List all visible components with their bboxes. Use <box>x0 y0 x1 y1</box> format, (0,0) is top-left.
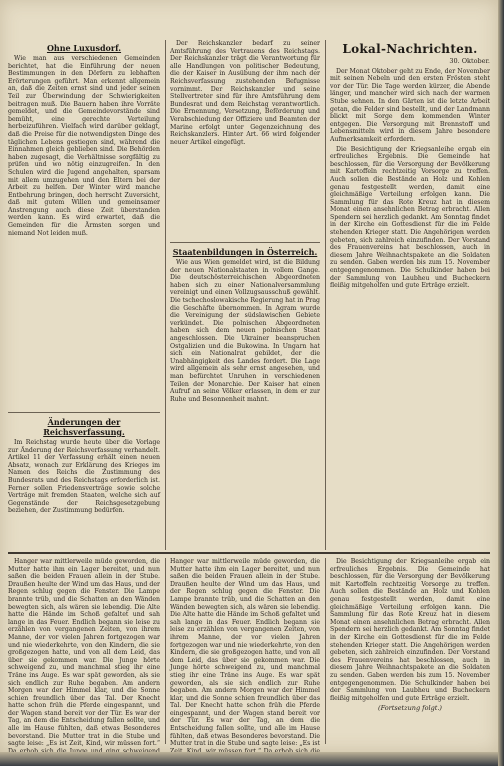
column-divider <box>165 558 166 744</box>
column-2-lower <box>170 244 320 548</box>
continuation-note: (Fortsetzung folgt.) <box>378 704 442 713</box>
feuilleton-divider <box>8 552 490 554</box>
column-divider <box>165 40 166 550</box>
article-body: Die Besichtigung der Kriegsanleihe ergab ein erfreuliches Ergebnis. Die Gemeinde hat beschlossen, für die Versorgung der Bevölkerung mit Kartoffeln rechtzeitig Vorsorge zu treffen. Auch sollen die Bestände an Holz und Kohlen genau festgestellt werden, damit eine gleichmäßige Verteilung erfolgen kann. Die Sammlung für das Rote Kreuz hat in diesem Monat einen ansehnlichen Betrag erbracht. Allen Spendern sei herzlich gedankt. Am Sonntag findet in der Kirche ein Gottesdienst für die im Felde stehenden Krieger statt. Die Angehörigen werden gebeten, sich zahlreich einzufinden. Der Vorstand des Frauenvereins hat beschlossen, auch in diesem Jahre Weihnachtspakete an die Soldaten zu senden. Gaben werden bis zum 15. November entgegengenommen. Die Schulkinder haben bei der Sammlung von Laubheu und Bucheckern fleißig mitgeholfen und gute Erträge erzielt. <box>330 145 490 290</box>
article-body: Wie aus Wien gemeldet wird, ist die Bildung der neuen Nationalstaaten in vollem Gange. Die deutschösterreichischen Abgeordneten haben sich zu einer Nationalversammlung vereinigt und einen Vollzugsausschuß gewählt. Die tschechoslowakische Regierung hat in Prag die Geschäfte übernommen. In Agram wurde die Vereinigung der südslawischen Gebiete verkündet. Die polnischen Abgeordneten haben sich dem neuen polnischen Staat angeschlossen. Die Ukrainer beanspruchen Ostgalizien und die Bukowina. In Ungarn hat sich ein Nationalrat gebildet, der die Unabhängigkeit des Landes fordert. Die Lage wird allgemein als sehr ernst angesehen, und man befürchtet Unruhen in verschiedenen Teilen der Monarchie. Der Kaiser hat einen Aufruf an seine Völker erlassen, in dem er zur Ruhe und Besonnenheit mahnt. <box>170 259 320 403</box>
divider <box>8 412 160 413</box>
article-headline: Ohne Luxusdorf. <box>46 43 122 53</box>
story-text: Die Besichtigung der Kriegsanleihe ergab ein erfreuliches Ergebnis. Die Gemeinde hat beschlossen, für die Versorgung der Bevölkerung mit Kartoffeln rechtzeitig Vorsorge zu treffen. Auch sollen die Bestände an Holz und Kohlen genau festgestellt werden, damit eine gleichmäßige Verteilung erfolgen kann. Die Sammlung für das Rote Kreuz hat in diesem Monat einen ansehnlichen Betrag erbracht. Allen Spendern sei herzlich gedankt. Am Sonntag findet in der Kirche ein Gottesdienst für die im Felde stehenden Krieger statt. Die Angehörigen werden gebeten, sich zahlreich einzufinden. Der Vorstand des Frauenvereins hat beschlossen, auch in diesem Jahre Weihnachtspakete an die Soldaten zu senden. Gaben werden bis zum 15. November entgegengenommen. Die Schulkinder haben bei der Sammlung von Laubheu und Bucheckern fleißig mitgeholfen und gute Erträge erzielt. <box>330 558 490 702</box>
section-title: Lokal-Nachrichten. <box>342 42 478 56</box>
article-body: Im Reichstag wurde heute über die Vorlage zur Änderung der Reichsverfassung verhandelt. Artikel 11 der Verfassung erhält einen neuen Absatz, wonach zur Erklärung des Krieges im Namen des Reichs die Zustimmung des Bundesrats und des Reichstags erforderlich ist. Ferner sollen Friedensverträge sowie solche Verträge mit fremden Staaten, welche sich auf Gegenstände der Reichsgesetzgebung beziehen, der Zustimmung bedürfen. <box>8 439 160 515</box>
column-1-lower <box>8 414 160 548</box>
article-headline: Staatenbildungen in Österreich. <box>172 247 318 257</box>
feuilleton-column-2 <box>170 558 320 748</box>
column-2 <box>170 40 320 240</box>
column-divider <box>325 40 326 550</box>
column-3 <box>330 40 490 548</box>
article-body: Der Monat Oktober geht zu Ende, der November mit seinen Nebeln und den ersten Frösten steht vor der Tür. Die Tage werden kürzer, die Abende länger, und mancher wird sich nach der warmen Stube sehnen. In den Gärten ist die letzte Arbeit getan, die Felder sind bestellt, und der Landmann blickt mit Sorge dem kommenden Winter entgegen. Die Versorgung mit Brennstoff und Lebensmitteln wird in diesem Jahre besondere Aufmerksamkeit erfordern. <box>330 67 490 143</box>
page-edge <box>0 752 498 766</box>
column-1 <box>8 40 160 410</box>
feuilleton-column-3 <box>330 558 490 744</box>
article-body: Wie man aus verschiedenen Gemeinden berichtet, hat die Einführung der neuen Bestimmungen in den Dörfern zu lebhaften Erörterungen geführt. Man erkennt allgemein an, daß die Zeiten ernst sind und jeder seinen Teil zur Überwindung der Schwierigkeiten beitragen muß. Die Bauern haben ihre Vorräte gemeldet, und die Gemeindevorstände sind bemüht, eine gerechte Verteilung herbeizuführen. Vielfach wird darüber geklagt, daß die Preise für die notwendigsten Dinge des täglichen Lebens gestiegen sind, während die Einnahmen gleich geblieben sind. Die Behörden haben zugesagt, die Verhältnisse sorgfältig zu prüfen und wo nötig einzugreifen. In den Schulen wird die Jugend angehalten, sparsam mit allem umzugehen und den Eltern bei der Arbeit zu helfen. Der Winter wird manche Entbehrung bringen, doch herrscht Zuversicht, daß mit gutem Willen und gemeinsamer Anstrengung auch diese Zeit überstanden werden kann. Es wird erwartet, daß die Gemeinden für die Ärmsten sorgen und niemand Not leiden muß. <box>8 55 160 237</box>
article-body: Der Reichskanzler bedarf zu seiner Amtsführung des Vertrauens des Reichstags. Der Reichskanzler trägt die Verantwortung für alle Handlungen von politischer Bedeutung, die der Kaiser in Ausübung der ihm nach der Reichsverfassung zustehenden Befugnisse vornimmt. Der Reichskanzler und seine Stellvertreter sind für ihre Amtsführung dem Bundesrat und dem Reichstag verantwortlich. Die Ernennung, Versetzung, Beförderung und Verabschiedung der Offiziere und Beamten der Marine erfolgt unter Gegenzeichnung des Reichskanzlers. Hinter Art. 66 wird folgender neuer Artikel eingefügt. <box>170 40 320 146</box>
feuilleton-column-1 <box>8 558 160 748</box>
story-text: Hanger war mittlerweile müde geworden, die Mutter hatte ihm ein Lager bereitet, und nun saßen die beiden Frauen allein in der Stube. Draußen heulte der Wind um das Haus, und der Regen schlug gegen die Fenster. Die Lampe brannte trüb, und die Schatten an den Wänden bewegten sich, als wären sie lebendig. Die Alte hatte die Hände im Schoß gefaltet und sah lange in das Feuer. Endlich begann sie leise zu erzählen von vergangenen Zeiten, von ihrem Manne, der vor vielen Jahren fortgezogen war und nie wiederkehrte, von den Kindern, die sie großgezogen hatte, und von all dem Leid, das über sie gekommen war. Die Junge hörte schweigend zu, und manchmal stieg ihr eine Träne ins Auge. Es war spät geworden, als sie sich endlich zur Ruhe begaben. Am andern Morgen war der Himmel klar, und die Sonne schien freundlich über das Tal. Der Knecht hatte schon früh die Pferde eingespannt, und der Wagen stand bereit vor der Tür. Es war der Tag, an dem die Entscheidung fallen sollte, und alle im Hause fühlten, daß etwas Besonderes bevorstand. Die Mutter trat in die Stube und sagte leise: „Es ist Zeit, Kind, wir müssen fort.“ <box>8 558 160 748</box>
story-text: Hanger war mittlerweile müde geworden, die Mutter hatte ihm ein Lager bereitet, und nun saßen die beiden Frauen allein in der Stube. Draußen heulte der Wind um das Haus, und der Regen schlug gegen die Fenster. Die Lampe brannte trüb, und die Schatten an den Wänden bewegten sich, als wären sie lebendig. Die Alte hatte die Hände im Schoß gefaltet und sah lange in das Feuer. Endlich begann sie leise zu erzählen von vergangenen Zeiten, von ihrem Manne, der vor vielen Jahren fortgezogen war und nie wiederkehrte, von den Kindern, die sie großgezogen hatte, und von all dem Leid, das über sie gekommen war. Die Junge hörte schweigend zu, und manchmal stieg ihr eine Träne ins Auge. Es war spät geworden, als sie sich endlich zur Ruhe begaben. Am andern Morgen war der Himmel klar, und die Sonne schien freundlich über das Tal. Der Knecht hatte schon früh die Pferde eingespannt, und der Wagen stand bereit vor der Tür. Es war der Tag, an dem die Entscheidung fallen sollte, und alle im Hause fühlten, daß etwas Besonderes bevorstand. Die Mutter trat in die Stube und sagte leise: „Es ist <box>170 558 320 748</box>
column-divider <box>325 558 326 744</box>
article-headline: Änderungen der Reichsverfassung. <box>43 417 125 437</box>
divider <box>170 242 320 243</box>
dateline: 30. Oktober. <box>449 57 490 65</box>
page-edge <box>498 0 504 766</box>
